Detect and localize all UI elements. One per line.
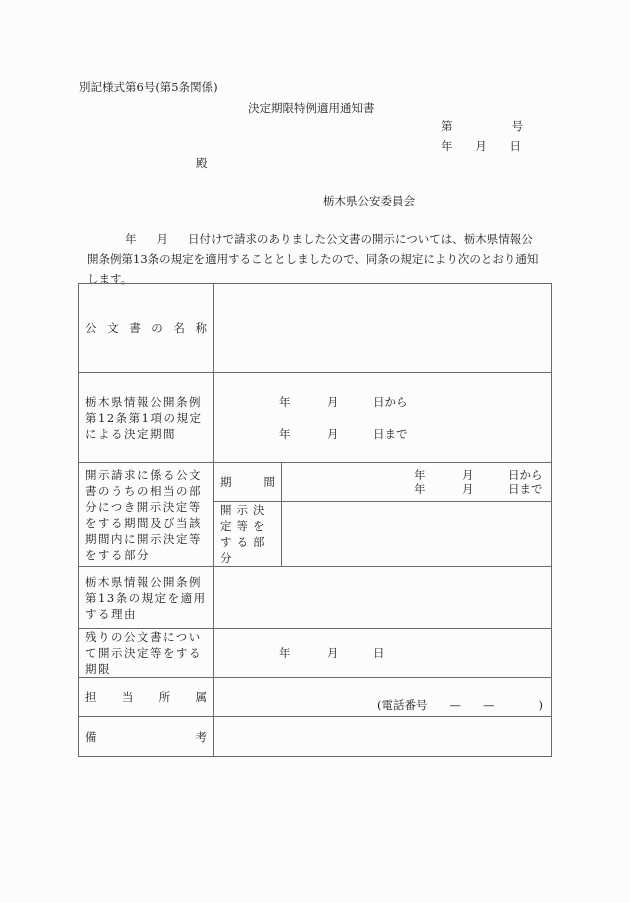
- sub-part-label: 開示決定等をする部分: [214, 502, 282, 567]
- form-table: [78, 283, 552, 757]
- body-line-1: 年 月 日付けで請求のありました公文書の開示については、栃木県情報公: [125, 232, 533, 246]
- row-document-name: [79, 284, 552, 373]
- sub-period-label: 期 間: [214, 463, 282, 502]
- remarks-label: 備 考: [79, 717, 214, 757]
- date-day: 日: [509, 139, 521, 153]
- body-line-2: 開条例第13条の規定を適用することとしましたので、同条の規定により次のとおり通知: [87, 252, 539, 266]
- reason-label: 栃木県情報公開条例第13条の規定を適用する理由: [79, 567, 214, 629]
- issuer: 栃木県公安委員会: [323, 194, 415, 208]
- doc-name-field[interactable]: [214, 284, 552, 373]
- dept-label: 担 当 所 属: [79, 678, 214, 717]
- sub-period-field[interactable]: 年 月 日から 年 月 日まで: [282, 463, 552, 502]
- number-prefix: 第: [441, 119, 453, 133]
- deadline-field[interactable]: 年 月 日: [214, 629, 552, 678]
- deadline-label: 残りの公文書について開示決定等をする期限: [79, 629, 214, 678]
- doc-name-label: 公 文 書 の 名 称: [79, 284, 214, 373]
- period-label: 栃木県情報公開条例第12条第1項の規定による決定期間: [79, 373, 214, 463]
- form-id: 別記様式第6号(第5条関係): [79, 80, 218, 94]
- number-suffix: 号: [511, 119, 523, 133]
- addressee: 殿: [196, 156, 208, 170]
- partial-label: 開示請求に係る公文書のうちの相当の部分につき開示決定等をする期間及び当該期間内に開示決定等をする部分: [79, 463, 214, 567]
- date-month: 月: [475, 139, 487, 153]
- reason-field[interactable]: [214, 567, 552, 629]
- row-partial-period: [79, 463, 552, 502]
- body-line-3: します。: [87, 272, 133, 286]
- dept-field[interactable]: [214, 678, 552, 717]
- row-department: [79, 678, 552, 717]
- date-year: 年: [441, 139, 453, 153]
- row-deadline: [79, 629, 552, 678]
- document-number: [441, 118, 523, 134]
- remarks-field[interactable]: [214, 717, 552, 757]
- period-field[interactable]: 年 月 日から 年 月 日まで: [214, 373, 552, 463]
- document-title: 決定期限特例適用通知書: [248, 101, 375, 115]
- sub-part-field[interactable]: [282, 502, 552, 567]
- body-text: [87, 229, 555, 289]
- row-decision-period: [79, 373, 552, 463]
- issue-date: [441, 138, 521, 154]
- row-reason: [79, 567, 552, 629]
- phone-number: (電話番号 — — ): [377, 698, 543, 712]
- row-remarks: [79, 717, 552, 757]
